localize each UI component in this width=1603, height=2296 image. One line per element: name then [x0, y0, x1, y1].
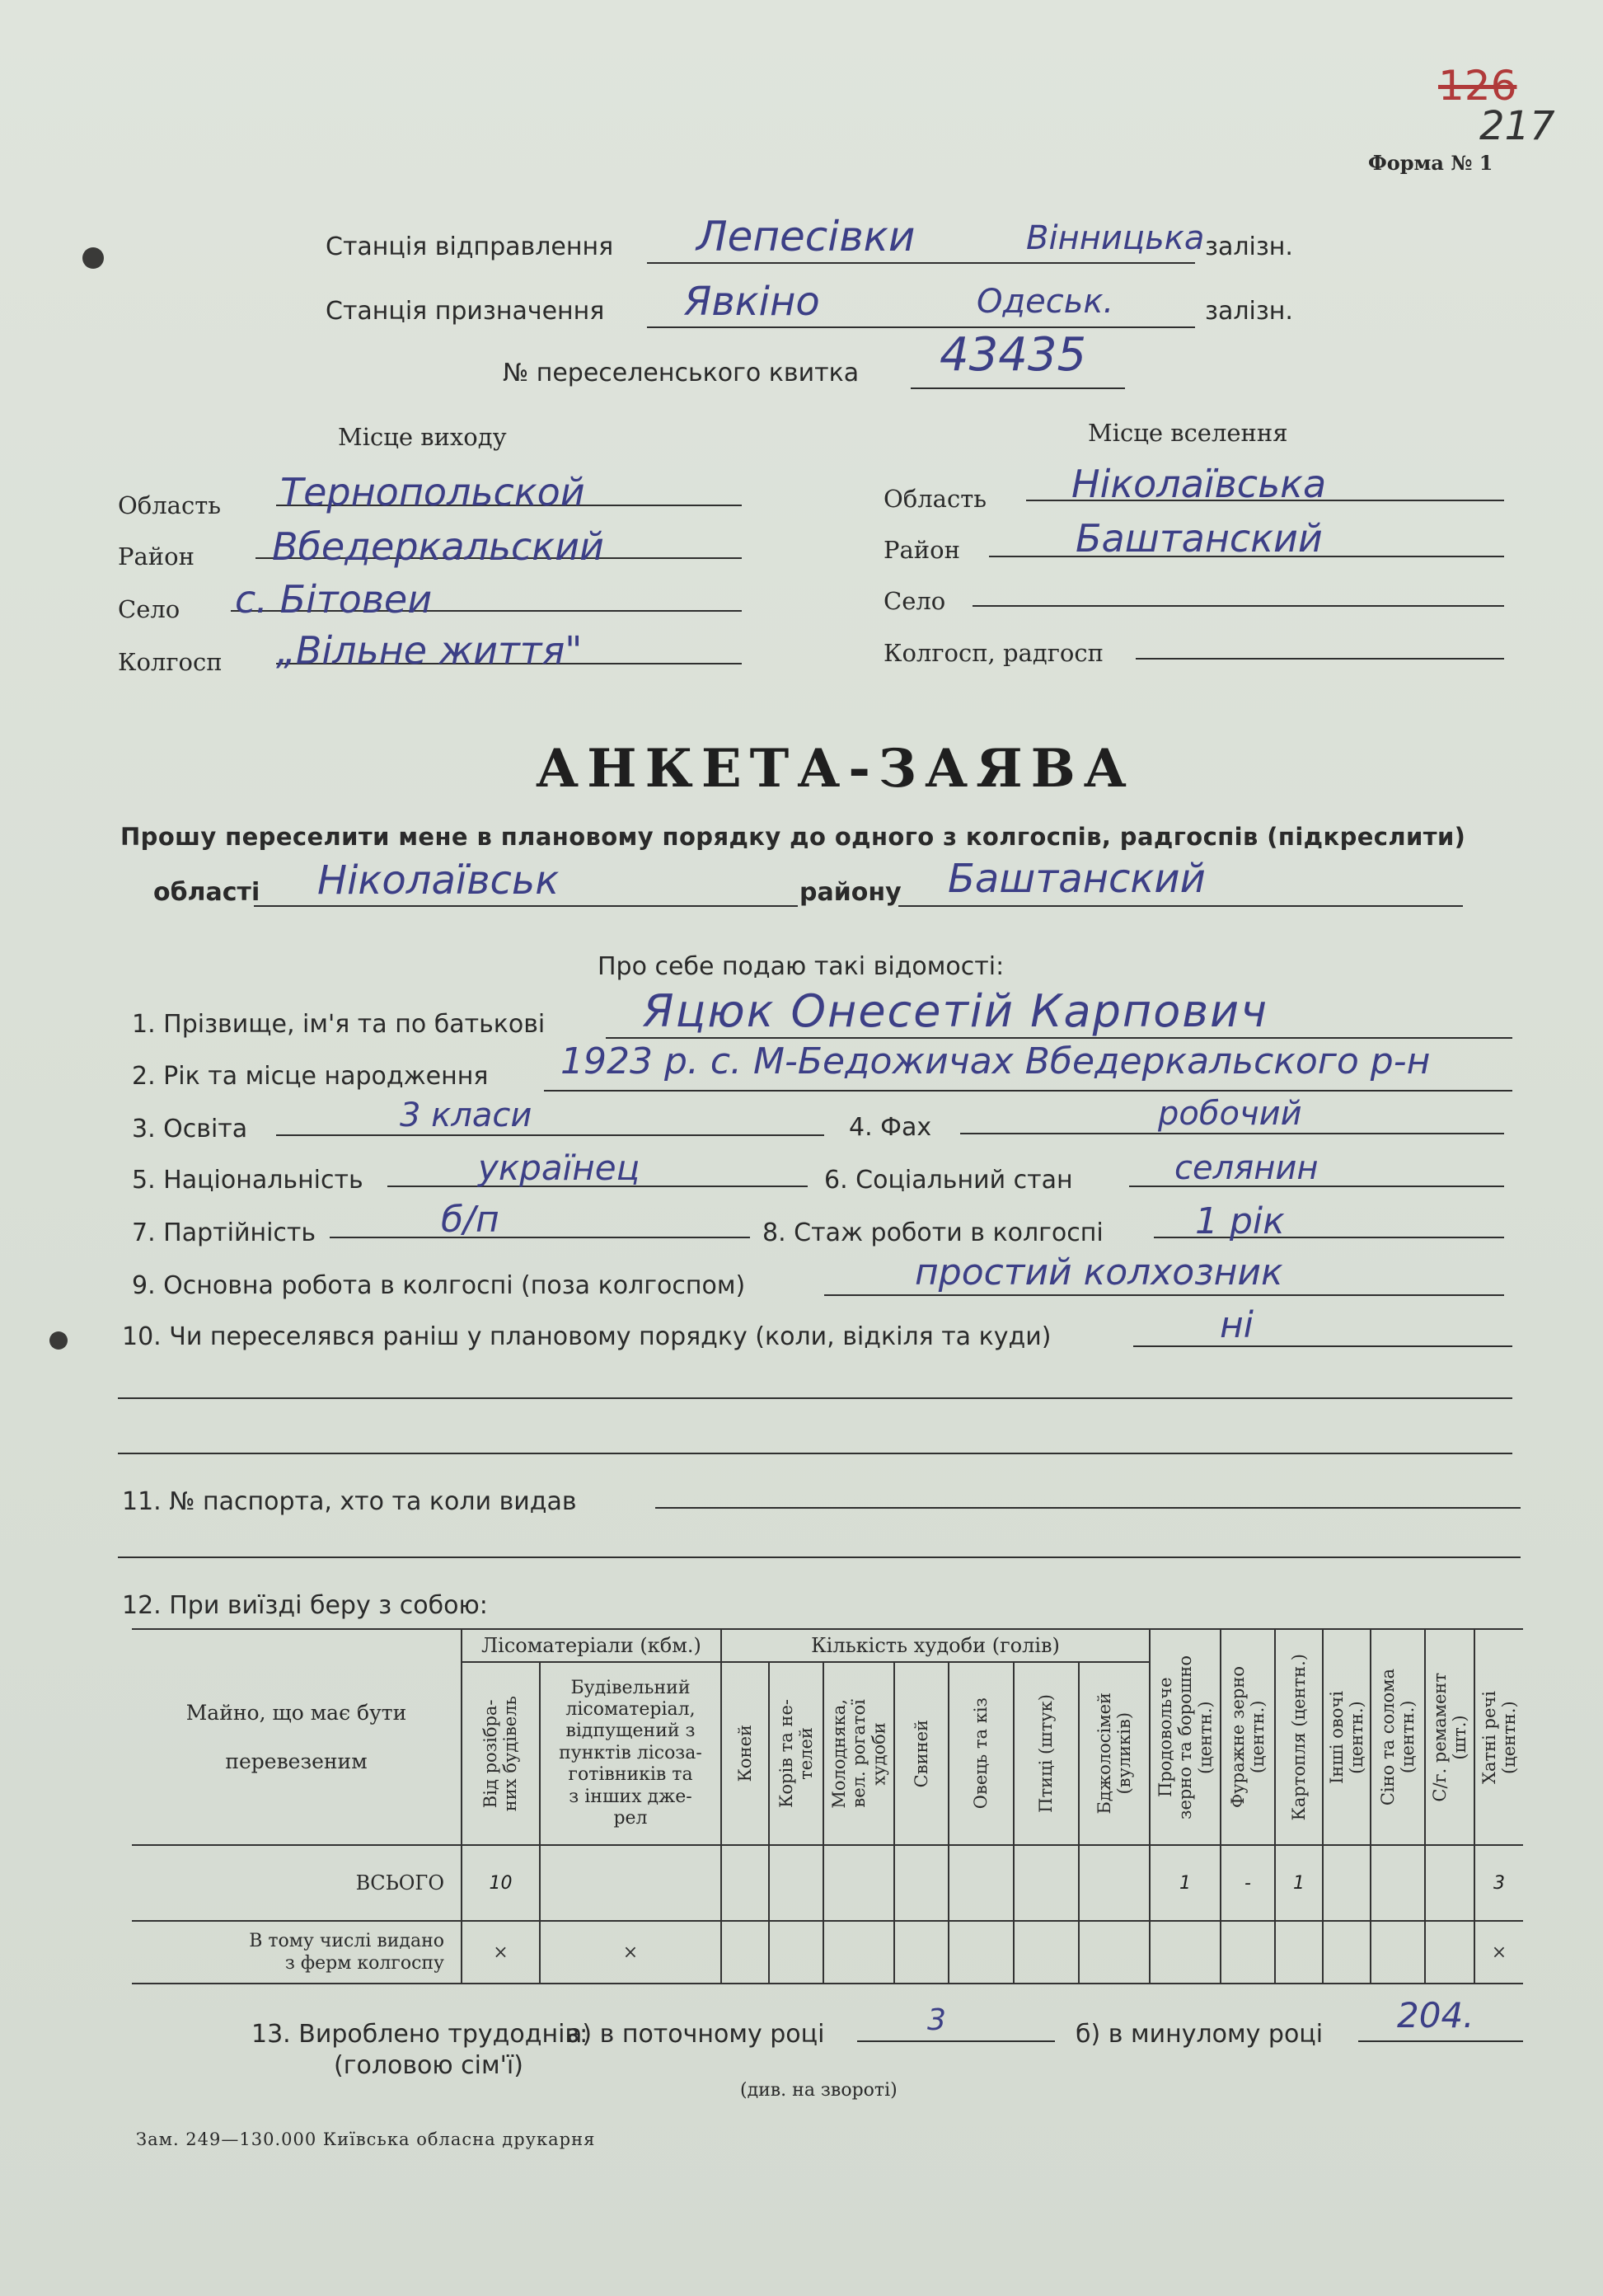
field-12-label: 12. При виїзді беру з собою: [122, 1591, 488, 1620]
field-4-label: 4. Фах [849, 1113, 932, 1142]
request-raion-value: Баштанский [948, 856, 1206, 902]
cell-farm-2 [721, 1921, 769, 1984]
col-beehives: Бджолосімей (вуликів) [1079, 1662, 1150, 1845]
field-6-value: селянин [1174, 1149, 1319, 1187]
cell-total-6 [949, 1845, 1014, 1921]
field-2-value: 1923 р. с. М-Бедожичах Вбедеркальского р-н [560, 1040, 1431, 1082]
document-title: АНКЕТА-ЗАЯВА [536, 738, 1135, 800]
field-8-value: 1 рік [1195, 1200, 1285, 1242]
table-row-total [132, 1845, 1523, 1921]
cell-farm-14 [1425, 1921, 1474, 1984]
field-1-label: 1. Прізвище, ім'я та по батькові [132, 1010, 546, 1039]
cell-farm-12 [1323, 1921, 1371, 1984]
destination-raion-value: Баштанский [1076, 516, 1323, 561]
destination-station: Явкіно [684, 279, 820, 325]
cell-total-0: 10 [462, 1845, 540, 1921]
cell-farm-13 [1371, 1921, 1425, 1984]
destination-kolhosp-label: Колгосп, радгосп [884, 639, 1104, 667]
cell-total-10: - [1221, 1845, 1275, 1921]
destination-railway: Одеськ. [977, 283, 1114, 321]
cell-farm-6 [949, 1921, 1014, 1984]
punch-hole [82, 247, 104, 269]
cell-farm-7 [1014, 1921, 1079, 1984]
origin-kolhosp-value: „Вільне життя" [276, 628, 583, 673]
cell-total-7 [1014, 1845, 1079, 1921]
archive-number-crossed: 126 [1438, 62, 1517, 110]
cell-total-13 [1371, 1845, 1425, 1921]
origin-raion-label: Район [118, 542, 195, 570]
field-6-label: 6. Соціальний стан [824, 1166, 1073, 1195]
workdays-current-label: а) в поточному році [567, 2020, 825, 2049]
request-raion-label: району [799, 878, 902, 907]
origin-oblast-value: Тернопольской [280, 470, 585, 514]
workdays-sublabel: (головою сім'ї) [334, 2051, 523, 2080]
col-hay-straw: Сіно та солома (центн.) [1371, 1629, 1425, 1845]
origin-selo-label: Село [118, 595, 180, 623]
table-row-farm [132, 1921, 1523, 1984]
about-heading: Про себе подаю такі відомості: [598, 952, 1005, 981]
cell-total-11: 1 [1275, 1845, 1323, 1921]
col-farm-tools: С/г. ремамент (шт.) [1425, 1629, 1474, 1845]
cell-farm-9 [1150, 1921, 1221, 1984]
request-text: Прошу переселити мене в плановому порядку до одного з колгоспів, радгоспів (підкреслити) [120, 823, 1466, 851]
destination-suffix: залізн. [1205, 297, 1293, 326]
origin-heading: Місце виходу [338, 423, 507, 451]
ticket-label: № переселенського квитка [503, 359, 860, 387]
cell-farm-5 [894, 1921, 949, 1984]
field-10-label: 10. Чи переселявся раніш у плановому порядку (коли, відкіля та куди) [122, 1322, 1052, 1351]
cell-farm-0: × [462, 1921, 540, 1984]
field-8-label: 8. Стаж роботи в колгоспі [762, 1218, 1104, 1247]
col-feed-grain: Фуражне зерно (центн.) [1221, 1629, 1275, 1845]
destination-raion-label: Район [884, 536, 960, 564]
field-11-label: 11. № паспорта, хто та коли видав [122, 1487, 577, 1516]
row-farm-label: В тому числі видано з ферм колгоспу [132, 1921, 462, 1984]
departure-suffix: залізн. [1205, 232, 1293, 261]
cell-total-4 [823, 1845, 894, 1921]
request-oblast-label: області [153, 878, 260, 907]
form-number: Форма № 1 [1368, 151, 1493, 175]
col-building-timber: Будівельний лісоматеріал, відпущений з пунктів лісоза- готівників та з інших дже- рел [540, 1662, 721, 1845]
origin-oblast-label: Область [118, 491, 222, 519]
field-5-label: 5. Національність [132, 1166, 363, 1195]
cell-total-9: 1 [1150, 1845, 1221, 1921]
cell-total-2 [721, 1845, 769, 1921]
col-potatoes: Картопля (центн.) [1275, 1629, 1323, 1845]
group-livestock: Кількість худоби (голів) [721, 1629, 1150, 1662]
workdays-previous-label: б) в минулому році [1076, 2020, 1324, 2049]
col-other-vegetables: Інші овочі (центн.) [1323, 1629, 1371, 1845]
cell-total-15: 3 [1474, 1845, 1523, 1921]
ticket-number: 43435 [940, 328, 1087, 382]
departure-station: Лепесівки [696, 213, 916, 261]
field-4-value: робочий [1158, 1095, 1302, 1133]
col-poultry: Птиці (штук) [1014, 1662, 1079, 1845]
col-food-grain: Продовольче зерно та борошно (центн.) [1150, 1629, 1221, 1845]
col-pigs: Свиней [894, 1662, 949, 1845]
field-2-label: 2. Рік та місце народження [132, 1062, 489, 1091]
origin-selo-value: с. Бітовеи [235, 577, 433, 622]
field-7-label: 7. Партійність [132, 1218, 316, 1247]
destination-label: Станція призначення [326, 297, 605, 326]
field-7-value: б/п [441, 1199, 499, 1241]
destination-oblast-value: Ніколаївська [1071, 462, 1327, 506]
cell-farm-10 [1221, 1921, 1275, 1984]
origin-raion-value: Вбедеркальский [272, 524, 604, 569]
field-9-value: простий колхозник [915, 1251, 1283, 1294]
departure-railway: Вінницька [1026, 219, 1205, 257]
col-young-cattle: Молодняка, вел. рогатої худоби [823, 1662, 894, 1845]
cell-farm-1: × [540, 1921, 721, 1984]
origin-kolhosp-label: Колгосп [118, 648, 223, 676]
destination-oblast-label: Область [884, 485, 987, 513]
field-9-label: 9. Основна робота в колгоспі (поза колгоспом) [132, 1271, 746, 1300]
departure-label: Станція відправлення [326, 232, 614, 261]
field-1-value: Яцюк Онесетій Карпович [643, 985, 1269, 1037]
workdays-label: 13. Вироблено трудоднів: [251, 2020, 588, 2049]
field-3-value: 3 класи [400, 1096, 532, 1134]
request-oblast-value: Ніколаївськ [317, 857, 560, 904]
col-horses: Коней [721, 1662, 769, 1845]
cell-total-3 [769, 1845, 823, 1921]
col-cows: Корів та не- телей [769, 1662, 823, 1845]
goods-table [132, 1628, 1523, 1984]
col-property: Майно, що має бути перевезеним [132, 1629, 462, 1845]
printer-imprint: Зам. 249—130.000 Київська обласна друкарня [136, 2129, 596, 2149]
col-from-buildings: Від розібра- них будівель [462, 1662, 540, 1845]
turn-over-note: (див. на звороті) [740, 2080, 898, 2101]
workdays-previous-value: 204. [1397, 1995, 1474, 2035]
field-5-value: українец [478, 1148, 640, 1188]
cell-total-12 [1323, 1845, 1371, 1921]
cell-farm-11 [1275, 1921, 1323, 1984]
cell-farm-15: × [1474, 1921, 1523, 1984]
field-10-value: ні [1220, 1304, 1254, 1346]
punch-hole [49, 1331, 68, 1350]
cell-farm-3 [769, 1921, 823, 1984]
cell-total-8 [1079, 1845, 1150, 1921]
cell-total-14 [1425, 1845, 1474, 1921]
field-3-label: 3. Освіта [132, 1115, 248, 1143]
destination-selo-label: Село [884, 587, 946, 615]
workdays-current-value: 3 [927, 2003, 946, 2037]
row-total-label: ВСЬОГО [132, 1845, 462, 1921]
group-timber: Лісоматеріали (кбм.) [462, 1629, 721, 1662]
destination-heading: Місце вселення [1088, 419, 1288, 447]
cell-farm-4 [823, 1921, 894, 1984]
cell-total-1 [540, 1845, 721, 1921]
col-household-items: Хатні речі (центн.) [1474, 1629, 1523, 1845]
cell-farm-8 [1079, 1921, 1150, 1984]
col-sheep-goats: Овець та кіз [949, 1662, 1014, 1845]
cell-total-5 [894, 1845, 949, 1921]
archive-number: 217 [1479, 103, 1555, 149]
